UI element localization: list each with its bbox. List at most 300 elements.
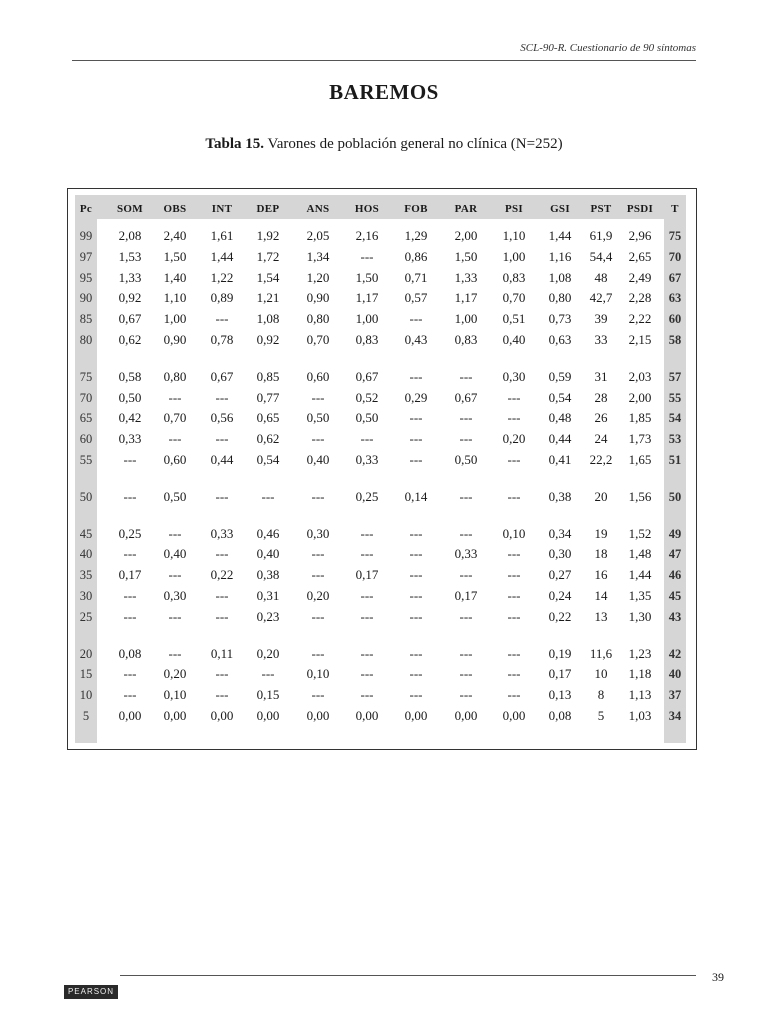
cell-gsi-pc40: 0,30 — [548, 546, 572, 562]
cell-pc-pc80: 80 — [79, 333, 93, 347]
cell-dep-pc60: 0,62 — [256, 431, 280, 447]
cell-obs-pc60: --- — [168, 431, 182, 447]
cell-t-pc15: 40 — [668, 667, 682, 682]
cell-som-pc85: 0,67 — [118, 311, 142, 327]
cell-ans-pc50: --- — [311, 488, 325, 504]
cell-pst-pc85: 39 — [594, 311, 608, 327]
cell-dep-pc90: 1,21 — [256, 290, 280, 306]
cell-obs-pc85: 1,00 — [163, 311, 187, 327]
cell-int-pc20: 0,11 — [210, 645, 234, 661]
cell-ans-pc95: 1,20 — [306, 269, 330, 285]
cell-pst-pc10: 8 — [597, 687, 605, 703]
cell-t-pc5: 34 — [668, 709, 682, 723]
cell-t-pc20: 42 — [668, 646, 682, 661]
cell-obs-pc50: 0,50 — [163, 488, 187, 504]
cell-pst-pc90: 42,7 — [589, 290, 613, 306]
cell-int-pc60: --- — [215, 431, 229, 447]
cell-hos-pc97: --- — [360, 248, 374, 264]
cell-hos-pc85: 1,00 — [355, 311, 379, 327]
cell-pst-pc55: 22,2 — [589, 452, 613, 467]
cell-par-pc85: 1,00 — [454, 311, 478, 327]
cell-t-pc40: 47 — [668, 547, 682, 562]
cell-obs-pc95: 1,40 — [163, 269, 187, 285]
cell-psdi-pc35: 1,44 — [628, 567, 652, 583]
cell-fob-pc10: --- — [409, 687, 423, 703]
cell-dep-pc10: 0,15 — [256, 687, 280, 703]
cell-fob-pc95: 0,71 — [404, 269, 428, 285]
cell-dep-pc40: 0,40 — [256, 546, 280, 562]
cell-par-pc45: --- — [459, 525, 473, 541]
cell-som-pc15: --- — [123, 666, 137, 682]
cell-psi-pc45: 0,10 — [502, 525, 526, 541]
cell-pc-pc75: 75 — [79, 369, 93, 384]
cell-psdi-pc90: 2,28 — [628, 290, 652, 306]
cell-gsi-pc50: 0,38 — [548, 488, 572, 504]
cell-dep-pc25: 0,23 — [256, 608, 280, 624]
cell-t-pc90: 63 — [668, 291, 682, 306]
cell-obs-pc20: --- — [168, 645, 182, 661]
column-header-t: T — [671, 203, 679, 215]
cell-gsi-pc85: 0,73 — [548, 311, 572, 327]
cell-int-pc99: 1,61 — [210, 228, 234, 243]
cell-int-pc30: --- — [215, 588, 229, 603]
cell-hos-pc5: 0,00 — [355, 708, 379, 723]
cell-int-pc70: --- — [215, 389, 229, 405]
cell-psdi-pc15: 1,18 — [628, 666, 652, 682]
cell-psi-pc50: --- — [507, 488, 521, 504]
cell-obs-pc10: 0,10 — [163, 687, 187, 703]
column-header-hos: HOS — [354, 203, 380, 215]
cell-obs-pc55: 0,60 — [163, 452, 187, 467]
cell-pst-pc80: 33 — [594, 332, 608, 347]
cell-hos-pc10: --- — [360, 687, 374, 703]
cell-int-pc80: 0,78 — [210, 332, 234, 347]
cell-dep-pc80: 0,92 — [256, 332, 280, 347]
cell-gsi-pc30: 0,24 — [548, 588, 572, 603]
cell-pc-pc60: 60 — [79, 432, 93, 447]
cell-fob-pc99: 1,29 — [404, 228, 428, 243]
cell-obs-pc70: --- — [168, 389, 182, 405]
cell-som-pc5: 0,00 — [118, 708, 142, 723]
cell-dep-pc65: 0,65 — [256, 410, 280, 426]
cell-pc-pc35: 35 — [79, 568, 93, 583]
cell-obs-pc35: --- — [168, 567, 182, 583]
cell-som-pc30: --- — [123, 588, 137, 603]
cell-psdi-pc45: 1,52 — [628, 525, 652, 541]
cell-hos-pc65: 0,50 — [355, 410, 379, 426]
cell-dep-pc97: 1,72 — [256, 248, 280, 264]
cell-pc-pc30: 30 — [79, 589, 93, 603]
cell-int-pc65: 0,56 — [210, 410, 234, 426]
cell-pst-pc65: 26 — [594, 410, 608, 426]
cell-gsi-pc80: 0,63 — [548, 332, 572, 347]
cell-t-pc65: 54 — [668, 411, 682, 426]
cell-dep-pc20: 0,20 — [256, 645, 280, 661]
cell-ans-pc97: 1,34 — [306, 248, 330, 264]
cell-dep-pc85: 1,08 — [256, 311, 280, 327]
cell-fob-pc50: 0,14 — [404, 488, 428, 504]
cell-dep-pc95: 1,54 — [256, 269, 280, 285]
cell-ans-pc45: 0,30 — [306, 525, 330, 541]
cell-hos-pc75: 0,67 — [355, 368, 379, 384]
column-header-int: INT — [211, 203, 233, 215]
cell-pst-pc70: 28 — [594, 389, 608, 405]
cell-hos-pc40: --- — [360, 546, 374, 562]
running-head: SCL-90-R. Cuestionario de 90 síntomas — [520, 42, 696, 54]
cell-ans-pc30: 0,20 — [306, 588, 330, 603]
cell-hos-pc45: --- — [360, 525, 374, 541]
cell-fob-pc20: --- — [409, 645, 423, 661]
cell-par-pc55: 0,50 — [454, 452, 478, 467]
cell-psi-pc99: 1,10 — [502, 228, 526, 243]
cell-hos-pc15: --- — [360, 666, 374, 682]
cell-dep-pc5: 0,00 — [256, 708, 280, 723]
column-header-par: PAR — [454, 203, 478, 215]
cell-pc-pc15: 15 — [79, 667, 93, 682]
cell-som-pc25: --- — [123, 608, 137, 624]
cell-ans-pc75: 0,60 — [306, 368, 330, 384]
cell-pst-pc5: 5 — [597, 708, 605, 723]
cell-obs-pc80: 0,90 — [163, 332, 187, 347]
page-number: 39 — [712, 970, 724, 984]
cell-int-pc5: 0,00 — [210, 708, 234, 723]
cell-psi-pc60: 0,20 — [502, 431, 526, 447]
cell-pc-pc50: 50 — [79, 489, 93, 504]
cell-som-pc90: 0,92 — [118, 290, 142, 306]
cell-psdi-pc40: 1,48 — [628, 546, 652, 562]
cell-psdi-pc25: 1,30 — [628, 608, 652, 624]
norms-table — [67, 188, 697, 750]
cell-psdi-pc10: 1,13 — [628, 687, 652, 703]
cell-psi-pc65: --- — [507, 410, 521, 426]
cell-psdi-pc85: 2,22 — [628, 311, 652, 327]
cell-ans-pc65: 0,50 — [306, 410, 330, 426]
cell-ans-pc10: --- — [311, 687, 325, 703]
cell-pc-pc97: 97 — [79, 249, 93, 264]
cell-obs-pc45: --- — [168, 525, 182, 541]
cell-pc-pc70: 70 — [79, 390, 93, 405]
cell-pst-pc97: 54,4 — [589, 248, 613, 264]
cell-pst-pc75: 31 — [594, 368, 608, 384]
cell-par-pc5: 0,00 — [454, 708, 478, 723]
cell-par-pc80: 0,83 — [454, 332, 478, 347]
table-caption-text: Varones de población general no clínica (N=252) — [267, 136, 563, 152]
cell-psi-pc35: --- — [507, 567, 521, 583]
cell-par-pc97: 1,50 — [454, 248, 478, 264]
cell-hos-pc55: 0,33 — [355, 452, 379, 467]
cell-ans-pc70: --- — [311, 389, 325, 405]
cell-t-pc70: 55 — [668, 390, 682, 405]
cell-t-pc25: 43 — [668, 609, 682, 624]
cell-psi-pc97: 1,00 — [502, 248, 526, 264]
cell-par-pc99: 2,00 — [454, 228, 478, 243]
cell-hos-pc35: 0,17 — [355, 567, 379, 583]
cell-ans-pc5: 0,00 — [306, 708, 330, 723]
cell-ans-pc90: 0,90 — [306, 290, 330, 306]
cell-par-pc15: --- — [459, 666, 473, 682]
cell-pst-pc60: 24 — [594, 431, 608, 447]
cell-int-pc35: 0,22 — [210, 567, 234, 583]
cell-pc-pc65: 65 — [79, 411, 93, 426]
cell-fob-pc5: 0,00 — [404, 708, 428, 723]
cell-psdi-pc5: 1,03 — [628, 708, 652, 723]
cell-int-pc95: 1,22 — [210, 269, 234, 285]
cell-psi-pc5: 0,00 — [502, 708, 526, 723]
cell-som-pc97: 1,53 — [118, 248, 142, 264]
cell-hos-pc95: 1,50 — [355, 269, 379, 285]
column-header-som: SOM — [117, 203, 143, 215]
cell-fob-pc15: --- — [409, 666, 423, 682]
cell-pst-pc25: 13 — [594, 608, 608, 624]
cell-hos-pc90: 1,17 — [355, 290, 379, 306]
cell-hos-pc20: --- — [360, 645, 374, 661]
cell-som-pc10: --- — [123, 687, 137, 703]
cell-som-pc75: 0,58 — [118, 368, 142, 384]
cell-som-pc35: 0,17 — [118, 567, 142, 583]
cell-gsi-pc70: 0,54 — [548, 389, 572, 405]
bottom-rule — [120, 975, 696, 976]
cell-psdi-pc55: 1,65 — [628, 452, 652, 467]
cell-par-pc95: 1,33 — [454, 269, 478, 285]
cell-dep-pc75: 0,85 — [256, 368, 280, 384]
cell-int-pc75: 0,67 — [210, 368, 234, 384]
cell-par-pc60: --- — [459, 431, 473, 447]
cell-dep-pc15: --- — [261, 666, 275, 682]
cell-obs-pc65: 0,70 — [163, 410, 187, 426]
cell-int-pc97: 1,44 — [210, 248, 234, 264]
cell-som-pc40: --- — [123, 546, 137, 562]
cell-psdi-pc20: 1,23 — [628, 645, 652, 661]
cell-obs-pc30: 0,30 — [163, 588, 187, 603]
cell-t-pc95: 67 — [668, 270, 682, 285]
cell-ans-pc20: --- — [311, 645, 325, 661]
cell-psi-pc10: --- — [507, 687, 521, 703]
cell-pst-pc30: 14 — [594, 588, 608, 603]
column-header-fob: FOB — [404, 203, 428, 215]
cell-par-pc70: 0,67 — [454, 389, 478, 405]
cell-ans-pc60: --- — [311, 431, 325, 447]
cell-pc-pc45: 45 — [79, 526, 93, 541]
cell-int-pc90: 0,89 — [210, 290, 234, 306]
cell-pst-pc95: 48 — [594, 269, 608, 285]
cell-int-pc40: --- — [215, 546, 229, 562]
cell-fob-pc40: --- — [409, 546, 423, 562]
cell-fob-pc55: --- — [409, 452, 423, 467]
cell-int-pc55: 0,44 — [210, 452, 234, 467]
cell-gsi-pc10: 0,13 — [548, 687, 572, 703]
cell-som-pc50: --- — [123, 488, 137, 504]
cell-psdi-pc75: 2,03 — [628, 368, 652, 384]
column-header-pc: Pc — [79, 203, 93, 215]
cell-t-pc50: 50 — [668, 489, 682, 504]
cell-hos-pc25: --- — [360, 608, 374, 624]
cell-t-pc45: 49 — [668, 526, 682, 541]
cell-int-pc10: --- — [215, 687, 229, 703]
cell-pc-pc25: 25 — [79, 609, 93, 624]
cell-som-pc20: 0,08 — [118, 645, 142, 661]
cell-psdi-pc80: 2,15 — [628, 332, 652, 347]
cell-pst-pc40: 18 — [594, 546, 608, 562]
column-header-gsi: GSI — [550, 203, 570, 215]
cell-gsi-pc65: 0,48 — [548, 410, 572, 426]
cell-gsi-pc95: 1,08 — [548, 269, 572, 285]
cell-dep-pc35: 0,38 — [256, 567, 280, 583]
cell-int-pc50: --- — [215, 488, 229, 504]
cell-par-pc40: 0,33 — [454, 546, 478, 562]
cell-gsi-pc60: 0,44 — [548, 431, 572, 447]
cell-som-pc95: 1,33 — [118, 269, 142, 285]
cell-pst-pc15: 10 — [594, 666, 608, 682]
cell-psi-pc70: --- — [507, 389, 521, 405]
cell-par-pc35: --- — [459, 567, 473, 583]
cell-pc-pc5: 5 — [82, 709, 90, 723]
cell-psi-pc95: 0,83 — [502, 269, 526, 285]
cell-obs-pc97: 1,50 — [163, 248, 187, 264]
cell-psi-pc25: --- — [507, 608, 521, 624]
column-header-pst: PST — [590, 203, 612, 215]
cell-dep-pc30: 0,31 — [256, 588, 280, 603]
cell-psi-pc30: --- — [507, 588, 521, 603]
cell-fob-pc85: --- — [409, 311, 423, 327]
cell-t-pc75: 57 — [668, 369, 682, 384]
cell-fob-pc80: 0,43 — [404, 332, 428, 347]
cell-obs-pc25: --- — [168, 608, 182, 624]
cell-gsi-pc90: 0,80 — [548, 290, 572, 306]
cell-psdi-pc65: 1,85 — [628, 410, 652, 426]
cell-par-pc10: --- — [459, 687, 473, 703]
cell-pc-pc20: 20 — [79, 646, 93, 661]
publisher-logo: PEARSON — [64, 985, 118, 999]
cell-obs-pc40: 0,40 — [163, 546, 187, 562]
cell-obs-pc99: 2,40 — [163, 228, 187, 243]
cell-hos-pc60: --- — [360, 431, 374, 447]
cell-ans-pc85: 0,80 — [306, 311, 330, 327]
cell-fob-pc70: 0,29 — [404, 389, 428, 405]
cell-psi-pc90: 0,70 — [502, 290, 526, 306]
cell-par-pc30: 0,17 — [454, 588, 478, 603]
cell-psi-pc20: --- — [507, 645, 521, 661]
cell-t-pc35: 46 — [668, 568, 682, 583]
cell-psdi-pc99: 2,96 — [628, 228, 652, 243]
cell-psi-pc75: 0,30 — [502, 368, 526, 384]
cell-fob-pc65: --- — [409, 410, 423, 426]
cell-psi-pc15: --- — [507, 666, 521, 682]
cell-hos-pc80: 0,83 — [355, 332, 379, 347]
cell-pc-pc90: 90 — [79, 291, 93, 306]
cell-ans-pc80: 0,70 — [306, 332, 330, 347]
column-header-psi: PSI — [504, 203, 524, 215]
cell-som-pc70: 0,50 — [118, 389, 142, 405]
cell-t-pc97: 70 — [668, 249, 682, 264]
cell-psdi-pc60: 1,73 — [628, 431, 652, 447]
cell-par-pc25: --- — [459, 608, 473, 624]
cell-fob-pc90: 0,57 — [404, 290, 428, 306]
cell-t-pc99: 75 — [668, 229, 682, 243]
cell-ans-pc25: --- — [311, 608, 325, 624]
cell-dep-pc99: 1,92 — [256, 228, 280, 243]
cell-t-pc55: 51 — [668, 453, 682, 467]
cell-ans-pc55: 0,40 — [306, 452, 330, 467]
cell-som-pc60: 0,33 — [118, 431, 142, 447]
cell-pc-pc99: 99 — [79, 229, 93, 243]
cell-fob-pc45: --- — [409, 525, 423, 541]
cell-pc-pc85: 85 — [79, 312, 93, 327]
cell-par-pc90: 1,17 — [454, 290, 478, 306]
cell-int-pc15: --- — [215, 666, 229, 682]
cell-dep-pc50: --- — [261, 488, 275, 504]
column-header-obs: OBS — [163, 203, 187, 215]
cell-ans-pc35: --- — [311, 567, 325, 583]
column-header-dep: DEP — [256, 203, 280, 215]
cell-fob-pc25: --- — [409, 608, 423, 624]
column-header-ans: ANS — [306, 203, 330, 215]
cell-psi-pc80: 0,40 — [502, 332, 526, 347]
cell-par-pc50: --- — [459, 488, 473, 504]
cell-som-pc80: 0,62 — [118, 332, 142, 347]
table-caption-label: Tabla 15. — [205, 136, 265, 152]
cell-som-pc65: 0,42 — [118, 410, 142, 426]
cell-som-pc45: 0,25 — [118, 525, 142, 541]
cell-fob-pc75: --- — [409, 368, 423, 384]
cell-pc-pc95: 95 — [79, 270, 93, 285]
cell-gsi-pc99: 1,44 — [548, 228, 572, 243]
cell-int-pc25: --- — [215, 608, 229, 624]
cell-gsi-pc55: 0,41 — [548, 452, 572, 467]
cell-pst-pc50: 20 — [594, 488, 608, 504]
cell-psdi-pc30: 1,35 — [628, 588, 652, 603]
cell-hos-pc50: 0,25 — [355, 488, 379, 504]
cell-pst-pc45: 19 — [594, 525, 608, 541]
cell-pst-pc20: 11,6 — [589, 645, 613, 661]
cell-obs-pc15: 0,20 — [163, 666, 187, 682]
cell-gsi-pc15: 0,17 — [548, 666, 572, 682]
cell-psdi-pc97: 2,65 — [628, 248, 652, 264]
cell-t-pc10: 37 — [668, 688, 682, 703]
cell-par-pc20: --- — [459, 645, 473, 661]
cell-gsi-pc20: 0,19 — [548, 645, 572, 661]
cell-gsi-pc5: 0,08 — [548, 708, 572, 723]
cell-int-pc45: 0,33 — [210, 525, 234, 541]
cell-par-pc65: --- — [459, 410, 473, 426]
column-header-psdi: PSDI — [626, 203, 654, 215]
cell-fob-pc30: --- — [409, 588, 423, 603]
cell-pc-pc55: 55 — [79, 453, 93, 467]
cell-dep-pc70: 0,77 — [256, 389, 280, 405]
cell-gsi-pc35: 0,27 — [548, 567, 572, 583]
cell-som-pc99: 2,08 — [118, 228, 142, 243]
cell-psdi-pc95: 2,49 — [628, 269, 652, 285]
cell-dep-pc55: 0,54 — [256, 452, 280, 467]
cell-gsi-pc25: 0,22 — [548, 608, 572, 624]
cell-obs-pc75: 0,80 — [163, 368, 187, 384]
cell-som-pc55: --- — [123, 452, 137, 467]
table-caption — [0, 136, 768, 153]
cell-hos-pc70: 0,52 — [355, 389, 379, 405]
cell-pst-pc35: 16 — [594, 567, 608, 583]
cell-par-pc75: --- — [459, 368, 473, 384]
cell-psdi-pc50: 1,56 — [628, 488, 652, 504]
cell-fob-pc35: --- — [409, 567, 423, 583]
cell-pc-pc10: 10 — [79, 688, 93, 703]
cell-ans-pc15: 0,10 — [306, 666, 330, 682]
cell-obs-pc5: 0,00 — [163, 708, 187, 723]
cell-ans-pc99: 2,05 — [306, 228, 330, 243]
cell-t-pc80: 58 — [668, 333, 682, 347]
cell-t-pc30: 45 — [668, 589, 682, 603]
cell-ans-pc40: --- — [311, 546, 325, 562]
cell-gsi-pc97: 1,16 — [548, 248, 572, 264]
cell-pc-pc40: 40 — [79, 547, 93, 562]
